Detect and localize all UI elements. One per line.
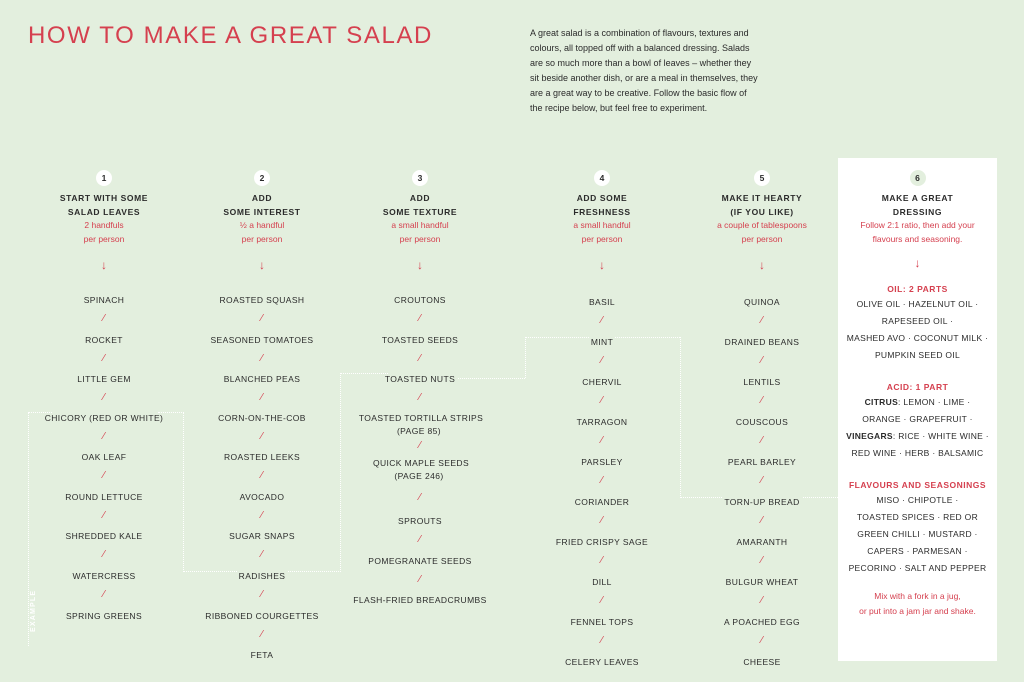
ingredient-item <box>687 496 837 509</box>
separator-slash-icon: ⁄ <box>419 534 421 545</box>
ingredient-label: TOASTED NUTS <box>384 374 456 384</box>
ingredient-item <box>187 334 337 347</box>
ingredient-label: TORN-UP BREAD <box>724 497 800 507</box>
ingredient-item <box>29 570 179 583</box>
arrow-down-icon: ↓ <box>914 256 921 270</box>
ingredient-item <box>527 536 677 549</box>
step-column-4 <box>527 170 677 667</box>
ingredient-label: ROASTED LEEKS <box>223 452 301 462</box>
separator-slash-icon: ⁄ <box>601 555 603 566</box>
ingredient-item <box>527 456 677 469</box>
ingredient-label: BULGUR WHEAT <box>725 577 799 587</box>
flavour-line: TOASTED SPICES · RED OR <box>856 512 979 522</box>
separator-slash-icon: ⁄ <box>761 595 763 606</box>
ingredient-label: ROUND LETTUCE <box>65 492 143 502</box>
separator-slash-icon: ⁄ <box>419 440 421 451</box>
ingredient-item <box>345 555 495 568</box>
vinegar-values: : RICE · WHITE WINE · <box>892 431 989 441</box>
step-amount: a small handful per person <box>573 220 631 244</box>
ingredient-label: LITTLE GEM <box>77 374 131 384</box>
ingredient-label: PEARL BARLEY <box>727 457 797 467</box>
step-number: 5 <box>754 170 770 186</box>
ingredient-label: DRAINED BEANS <box>724 337 800 347</box>
ingredient-item <box>687 336 837 349</box>
ingredient-label: ROASTED SQUASH <box>219 295 305 305</box>
ingredient-item <box>687 576 837 589</box>
flavour-list <box>838 492 997 577</box>
step-heading: ADD SOME FRESHNESS <box>573 193 631 217</box>
ingredient-label: DILL <box>592 577 612 587</box>
ingredient-label: BASIL <box>588 297 616 307</box>
separator-slash-icon: ⁄ <box>601 355 603 366</box>
separator-slash-icon: ⁄ <box>419 492 421 503</box>
example-path-line <box>340 373 341 572</box>
separator-slash-icon: ⁄ <box>761 395 763 406</box>
ingredient-item <box>345 373 495 386</box>
ingredient-label: OAK LEAF <box>81 452 127 462</box>
flavour-line: PECORINO · SALT AND PEPPER <box>848 563 987 573</box>
ingredient-item <box>187 570 337 583</box>
step-amount: a couple of tablespoons per person <box>717 220 807 244</box>
citrus-label: CITRUS <box>864 397 899 407</box>
ingredient-item <box>187 491 337 504</box>
example-path-line <box>525 337 526 378</box>
ingredient-label: AMARANTH <box>736 537 788 547</box>
ingredient-label: FRIED CRISPY SAGE <box>555 537 649 547</box>
ingredient-item <box>527 616 677 629</box>
step-column-5 <box>687 170 837 667</box>
step-column-2 <box>187 170 337 660</box>
ingredient-item <box>187 451 337 464</box>
example-path-line <box>680 337 681 498</box>
step-number: 2 <box>254 170 270 186</box>
example-path-line <box>183 412 184 572</box>
ingredient-item <box>345 412 495 437</box>
separator-slash-icon: ⁄ <box>103 353 105 364</box>
step-amount: 2 handfuls per person <box>83 220 125 244</box>
ingredient-label: QUICK MAPLE SEEDS (PAGE 246) <box>372 458 470 481</box>
flavour-heading: FLAVOURS AND SEASONINGS <box>848 480 987 490</box>
ingredient-item <box>345 457 495 482</box>
separator-slash-icon: ⁄ <box>103 470 105 481</box>
arrow-down-icon: ↓ <box>259 258 265 272</box>
separator-slash-icon: ⁄ <box>761 515 763 526</box>
step-heading: ADD SOME TEXTURE <box>382 193 458 217</box>
ingredient-item <box>29 451 179 464</box>
ingredient-label: SEASONED TOMATOES <box>210 335 314 345</box>
step-amount: ½ a handful per person <box>239 220 285 244</box>
ingredient-label: AVOCADO <box>239 492 285 502</box>
ingredient-item <box>345 515 495 528</box>
ingredient-label: RADISHES <box>238 571 286 581</box>
ingredient-label: FETA <box>250 650 274 660</box>
arrow-down-icon: ↓ <box>417 258 423 272</box>
acid-list <box>838 394 997 462</box>
separator-slash-icon: ⁄ <box>419 313 421 324</box>
ingredient-label: MINT <box>590 337 614 347</box>
ingredient-label: SPROUTS <box>398 516 442 526</box>
ingredient-label: CHEESE <box>743 657 781 667</box>
ingredient-item <box>345 294 495 307</box>
page-title: HOW TO MAKE A GREAT SALAD <box>28 22 433 49</box>
ingredient-item <box>687 456 837 469</box>
arrow-down-icon: ↓ <box>599 258 605 272</box>
ingredient-label: TARRAGON <box>576 417 628 427</box>
ingredient-label: TOASTED SEEDS <box>381 335 459 345</box>
separator-slash-icon: ⁄ <box>261 392 263 403</box>
ingredient-item <box>687 536 837 549</box>
separator-slash-icon: ⁄ <box>761 355 763 366</box>
separator-slash-icon: ⁄ <box>601 595 603 606</box>
separator-slash-icon: ⁄ <box>601 395 603 406</box>
step-column-3 <box>345 170 495 605</box>
step-number: 3 <box>412 170 428 186</box>
separator-slash-icon: ⁄ <box>261 353 263 364</box>
oil-list <box>838 296 997 364</box>
ingredient-item <box>187 294 337 307</box>
flavour-line: CAPERS · PARMESAN · <box>867 546 968 556</box>
ingredient-item <box>687 416 837 429</box>
step-heading: START WITH SOME SALAD LEAVES <box>59 193 149 217</box>
ingredient-item <box>29 610 179 623</box>
ingredient-item <box>687 616 837 629</box>
ingredient-item <box>687 376 837 389</box>
oil-line: PUMPKIN SEED OIL <box>874 350 961 360</box>
step-heading: MAKE A GREAT DRESSING <box>881 193 954 217</box>
ingredient-item <box>527 416 677 429</box>
ingredient-label: CHERVIL <box>582 377 622 387</box>
ingredient-label: WATERCRESS <box>72 571 136 581</box>
ingredient-item <box>527 376 677 389</box>
separator-slash-icon: ⁄ <box>103 392 105 403</box>
ingredient-label: SUGAR SNAPS <box>229 531 295 541</box>
separator-slash-icon: ⁄ <box>103 589 105 600</box>
separator-slash-icon: ⁄ <box>601 315 603 326</box>
step-number: 4 <box>594 170 610 186</box>
separator-slash-icon: ⁄ <box>103 431 105 442</box>
ingredient-item <box>187 412 337 425</box>
ingredient-item <box>29 530 179 543</box>
ingredient-label: SPINACH <box>83 295 125 305</box>
separator-slash-icon: ⁄ <box>261 431 263 442</box>
ingredient-item <box>187 649 337 662</box>
citrus-values: : LEMON · LIME · <box>898 397 971 407</box>
ingredient-label: SPRING GREENS <box>65 611 143 621</box>
ingredient-label: FENNEL TOPS <box>570 617 634 627</box>
ingredient-item <box>29 373 179 386</box>
ingredient-label: A POACHED EGG <box>723 617 801 627</box>
separator-slash-icon: ⁄ <box>419 574 421 585</box>
flavour-line: MISO · CHIPOTLE · <box>876 495 959 505</box>
oil-line: MASHED AVO · COCONUT MILK · <box>846 333 989 343</box>
separator-slash-icon: ⁄ <box>601 475 603 486</box>
ingredient-label: TOASTED TORTILLA STRIPS (PAGE 85) <box>358 413 484 436</box>
ingredient-item <box>29 334 179 347</box>
ingredient-item <box>29 294 179 307</box>
acid-heading: ACID: 1 PART <box>886 382 949 392</box>
separator-slash-icon: ⁄ <box>261 470 263 481</box>
separator-slash-icon: ⁄ <box>761 555 763 566</box>
separator-slash-icon: ⁄ <box>601 635 603 646</box>
ingredient-item <box>345 594 495 607</box>
ingredient-label: SHREDDED KALE <box>65 531 143 541</box>
ingredient-item <box>527 656 677 669</box>
separator-slash-icon: ⁄ <box>761 315 763 326</box>
oil-line: OLIVE OIL · HAZELNUT OIL · <box>856 299 979 309</box>
separator-slash-icon: ⁄ <box>261 589 263 600</box>
ingredient-item <box>527 496 677 509</box>
vinegar-line-2: RED WINE · HERB · BALSAMIC <box>851 448 984 458</box>
ingredient-label: CORIANDER <box>574 497 630 507</box>
ingredient-label: POMEGRANATE SEEDS <box>368 556 472 566</box>
vinegar-line <box>842 428 993 445</box>
citrus-line-2: ORANGE · GRAPEFRUIT · <box>862 414 973 424</box>
ingredient-label: COUSCOUS <box>735 417 789 427</box>
separator-slash-icon: ⁄ <box>103 549 105 560</box>
ingredient-item <box>345 334 495 347</box>
separator-slash-icon: ⁄ <box>601 515 603 526</box>
separator-slash-icon: ⁄ <box>419 392 421 403</box>
ingredient-label: CORN-ON-THE-COB <box>218 413 306 423</box>
ingredient-item <box>687 296 837 309</box>
closing-note: Mix with a fork in a jug, or put into a jam jar and shake. <box>859 591 976 616</box>
ingredient-label: CELERY LEAVES <box>565 657 639 667</box>
arrow-down-icon: ↓ <box>759 258 765 272</box>
ingredient-item <box>29 412 179 425</box>
example-label: EXAMPLE <box>30 589 37 632</box>
ingredient-item <box>187 373 337 386</box>
separator-slash-icon: ⁄ <box>761 435 763 446</box>
separator-slash-icon: ⁄ <box>103 313 105 324</box>
ingredient-label: RIBBONED COURGETTES <box>205 611 319 621</box>
step-number: 1 <box>96 170 112 186</box>
ingredient-label: BLANCHED PEAS <box>223 374 301 384</box>
step-number: 6 <box>910 170 926 186</box>
separator-slash-icon: ⁄ <box>261 313 263 324</box>
ingredient-item <box>527 576 677 589</box>
vinegar-label: VINEGARS <box>846 431 893 441</box>
step-amount: Follow 2:1 ratio, then add your flavours and seasoning. <box>860 220 975 244</box>
separator-slash-icon: ⁄ <box>419 353 421 364</box>
step-heading: ADD SOME INTEREST <box>223 193 301 217</box>
ingredient-item <box>29 491 179 504</box>
ingredient-label: FLASH-FRIED BREADCRUMBS <box>353 595 487 605</box>
ingredient-label: QUINOA <box>744 297 780 307</box>
ingredient-label: PARSLEY <box>581 457 623 467</box>
arrow-down-icon: ↓ <box>101 258 107 272</box>
oil-heading: OIL: 2 PARTS <box>887 284 948 294</box>
ingredient-item <box>687 656 837 669</box>
step-amount: a small handful per person <box>391 220 449 244</box>
ingredient-item <box>527 296 677 309</box>
separator-slash-icon: ⁄ <box>261 549 263 560</box>
separator-slash-icon: ⁄ <box>103 510 105 521</box>
ingredient-item <box>527 336 677 349</box>
ingredient-item <box>187 530 337 543</box>
separator-slash-icon: ⁄ <box>261 629 263 640</box>
dressing-panel <box>838 158 997 661</box>
oil-line: RAPESEED OIL · <box>881 316 954 326</box>
ingredient-label: LENTILS <box>743 377 781 387</box>
intro-paragraph: A great salad is a combination of flavours, textures and colours, all topped off with a balanced dressing. Salads are so much more than a bowl of leaves – whether they sit beside another dish, or are a meal in themselves, they are a great way to be creative. Follow the basic flow of the recipe below, but feel free to experiment. <box>530 28 758 113</box>
ingredient-label: ROCKET <box>85 335 123 345</box>
step-heading: MAKE IT HEARTY (IF YOU LIKE) <box>721 193 803 217</box>
citrus-line <box>842 394 993 411</box>
separator-slash-icon: ⁄ <box>601 435 603 446</box>
separator-slash-icon: ⁄ <box>261 510 263 521</box>
ingredient-label: CHICORY (RED OR WHITE) <box>44 413 164 423</box>
flavour-line: GREEN CHILLI · MUSTARD · <box>857 529 978 539</box>
ingredient-label: CROUTONS <box>394 295 446 305</box>
separator-slash-icon: ⁄ <box>761 635 763 646</box>
separator-slash-icon: ⁄ <box>761 475 763 486</box>
ingredient-item <box>187 610 337 623</box>
